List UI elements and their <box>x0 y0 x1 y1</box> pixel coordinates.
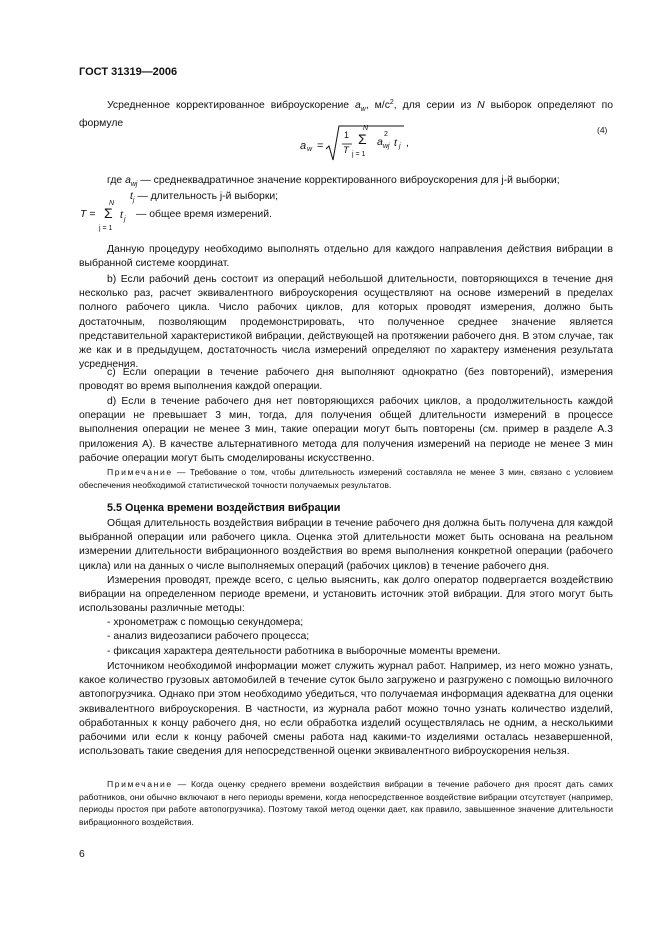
definition-awj-sub: wj <box>130 181 138 188</box>
section-paragraph-1: Общая длительность воздействия вибрации в течение рабочего дня должна быть получена для каждой выбранной операции или рабочего цикла. Оценка этой длительности может быть основана на реальном измерении длительности вибрационного воздействия во время выполнения конкретной операции (рабочего цикла) или на данных о числе выполняемых операций (рабочих циклов) в течение рабочего дня. <box>79 518 613 572</box>
intro-text-c: , для серии из <box>393 100 478 111</box>
formula-term-t: t <box>394 137 397 149</box>
formula-term-wj: wj <box>383 143 390 150</box>
definition-t-sum-top: N <box>109 200 115 207</box>
formula-sum-top: N <box>363 125 369 132</box>
list-item: - хронометраж с помощью секундомера; <box>107 617 304 628</box>
note-1-label: Примечание <box>107 467 173 477</box>
definition-tj <box>130 190 278 208</box>
definition-awj-symbol: a <box>125 175 131 186</box>
formula-equals: = <box>317 140 324 152</box>
formula-comma: , <box>406 137 409 149</box>
note-1 <box>79 466 613 491</box>
section-paragraph-3: Источником необходимой информации может служить журнал работ. Например, из него можно узнать, какое количество грузовых автомобилей в течение суток было загружено и разгружено с помощью вилочного автопогрузчика. Однако при этом необходимо убедиться, что получаемая информация адекватна для оценки эквивалентного виброускорения. В частности, из журнала работ можно точно узнать количество изделий, обработанных к концу рабочего дня, но если обработка изделий осуществлялась не одним, а несколькими рабочими или если к концу рабочей смены работа над какими-то изделиями осталась незавершенной, использовать такие сведения для непосредственной оценки эквивалентного виброускорения нельзя. <box>79 661 613 758</box>
definition-t-lhs: T = <box>80 209 96 220</box>
formula-t-cap: T <box>343 145 349 156</box>
formula-term-j: j <box>399 143 401 150</box>
intro-squared: 2 <box>389 99 394 106</box>
intro-text-b: , м/с <box>365 100 390 111</box>
formula-one: 1 <box>344 130 350 140</box>
intro-symbol-a: a <box>354 100 361 111</box>
definition-t-sum-sign: Σ <box>104 205 113 221</box>
intro-text-a: Усредненное корректированное виброускорение <box>107 100 355 111</box>
definition-tj-symbol: t <box>130 191 133 202</box>
paragraph-item-d: d) Если в течение рабочего дня нет повторяющихся рабочих циклов, а продолжительность каждой операции не превышает 3 мин, тогда, для получения общей длительности измерений в процессе выполнения операции не менее 3 мин, такие операции могут быть повторены (см. пример в разделе А.3 приложения А). В качестве альтернативного метода для получения измерений на периоде не менее 3 мин рабочие операции могут быть смоделированы искусственно. <box>79 396 613 464</box>
definition-where: где <box>107 175 123 186</box>
section-paragraph-2: Измерения проводят, прежде всего, с целью выяснить, как долго оператор подвергается воздействию вибрации на определенном периоде времени, и установить источник этой вибрации. Для этого могут быть использованы различные методы: <box>79 575 613 615</box>
intro-text-d: выборок определяют по формуле <box>79 100 614 130</box>
definition-tj-sub: j <box>132 197 135 204</box>
definition-t-sum-bottom: j = 1 <box>99 225 113 232</box>
intro-symbol-w: w <box>360 106 366 113</box>
formula-sum-bottom: j = 1 <box>352 151 366 158</box>
note-2-text: — Когда оценку среднего времени воздействия вибрации в течение рабочего дня просят дать самих работников, они обычно включают в него периоды времени, когда непосредственное воздействие вибрации отсутствует (например, периоды простоя при работе автопогрузчика). Поэтому такой метод оценки дает, как правило, завышенное значение длительности вибрационного воздействия. <box>79 779 613 827</box>
definition-t-term-t: t <box>120 210 123 221</box>
paragraph-item-c: c) Если операции в течение рабочего дня выполняют однократно (без повторений), измерения проводят во время выполнения каждой операции. <box>79 367 613 393</box>
intro-symbol-n: N <box>477 100 485 111</box>
formula-sum-sign: Σ <box>358 131 367 147</box>
page-number: 6 <box>79 849 85 860</box>
list-item: - анализ видеозаписи рабочего процесса; <box>107 631 310 642</box>
note-2 <box>79 778 613 828</box>
note-1-text: — Требование о том, чтобы длительность измерений составляла не менее 3 мин, связано с условием обеспечения необходимой статистической точности получаемых результатов. <box>79 467 613 490</box>
definition-t-text: — общее время измерений. <box>136 209 272 220</box>
definition-tj-text: — длительность j-й выборки; <box>137 191 279 202</box>
list-item: - фиксация характера деятельности работника в выборочные моменты времени. <box>107 646 501 657</box>
formula-term-a: a <box>377 136 383 148</box>
definition-t-term-j: j <box>124 216 126 223</box>
paragraph-item-b: b) Если рабочий день состоит из операций небольшой длительности, повторяющихся в течение дня несколько раз, расчет эквивалентного виброускорения осуществляют на основе измерений в пределах полного рабочего цикла. Число рабочих циклов, для которых проводят измерения, должно быть достаточным, позволяющим продемонстрировать, что полученное среднее значение является представительной характеристикой вибрации, действующей на протяжении рабочего дня. В этом случае, так же как и в предыдущем, достаточность числа измерений определяют по характеру изменения результата усреднения. <box>79 274 613 371</box>
note-2-label: Примечание <box>107 779 173 789</box>
paragraph-direction: Данную процедуру необходимо выполнять отдельно для каждого направления действия вибрации в выбранной системе координат. <box>79 244 613 270</box>
formula-number: (4) <box>597 125 608 135</box>
definition-awj-text: — среднеквадратичное значение корректированного виброускорения для j-й выборки; <box>140 175 560 186</box>
formula-lhs-a: a <box>300 140 307 152</box>
formula-term-sq: 2 <box>384 131 388 138</box>
document-header: ГОСТ 31319—2006 <box>79 66 178 78</box>
formula-lhs-w: w <box>307 146 313 153</box>
section-heading: 5.5 Оценка времени воздействия вибрации <box>107 502 341 514</box>
